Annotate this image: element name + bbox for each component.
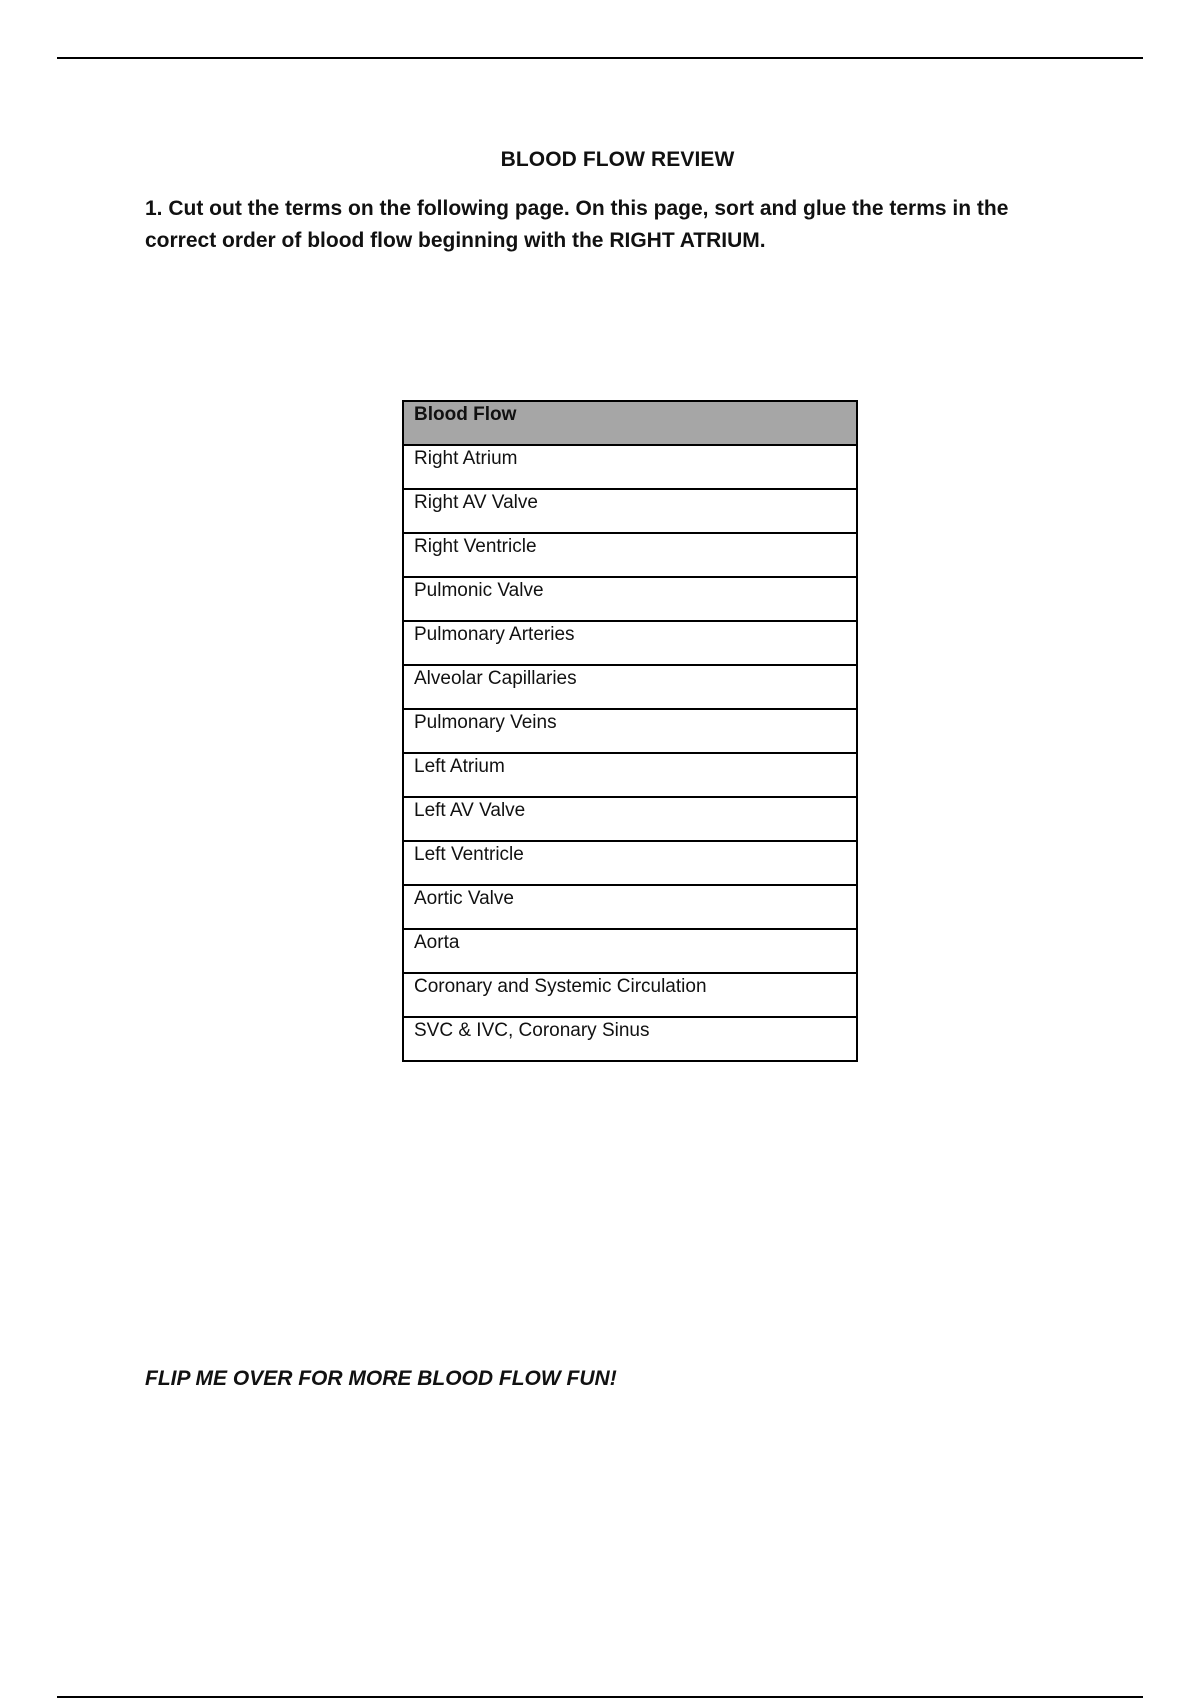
flip-over-note: FLIP ME OVER FOR MORE BLOOD FLOW FUN! xyxy=(145,1367,617,1390)
table-cell: Left AV Valve xyxy=(403,797,857,841)
table-cell: Right Atrium xyxy=(403,445,857,489)
table-cell: Right AV Valve xyxy=(403,489,857,533)
table-row xyxy=(403,753,857,797)
table-row xyxy=(403,797,857,841)
table-row xyxy=(403,929,857,973)
bottom-rule xyxy=(57,1696,1143,1698)
top-rule xyxy=(57,57,1143,59)
table-cell: Pulmonic Valve xyxy=(403,577,857,621)
table-row xyxy=(403,533,857,577)
instructions-text: 1. Cut out the terms on the following page. On this page, sort and glue the terms in the correct order of blood flow beginning with the RIGHT ATRIUM. xyxy=(145,197,1009,252)
table-header-cell: Blood Flow xyxy=(403,401,857,445)
table-row xyxy=(403,665,857,709)
table-row xyxy=(403,841,857,885)
table-row xyxy=(403,709,857,753)
table-cell: Aorta xyxy=(403,929,857,973)
table-cell: Alveolar Capillaries xyxy=(403,665,857,709)
table-cell: Left Atrium xyxy=(403,753,857,797)
table-row xyxy=(403,577,857,621)
table-cell: Coronary and Systemic Circulation xyxy=(403,973,857,1017)
table-row xyxy=(403,885,857,929)
table-row xyxy=(403,489,857,533)
table-cell: Left Ventricle xyxy=(403,841,857,885)
table-cell: Right Ventricle xyxy=(403,533,857,577)
blood-flow-table xyxy=(402,400,858,1062)
table-header-row xyxy=(403,401,857,445)
table-row xyxy=(403,621,857,665)
table-row xyxy=(403,1017,857,1061)
table-cell: Pulmonary Veins xyxy=(403,709,857,753)
table-cell: SVC & IVC, Coronary Sinus xyxy=(403,1017,857,1061)
table-cell: Pulmonary Arteries xyxy=(403,621,857,665)
page-title: BLOOD FLOW REVIEW xyxy=(500,148,735,171)
table-row xyxy=(403,973,857,1017)
table-row xyxy=(403,445,857,489)
table-cell: Aortic Valve xyxy=(403,885,857,929)
